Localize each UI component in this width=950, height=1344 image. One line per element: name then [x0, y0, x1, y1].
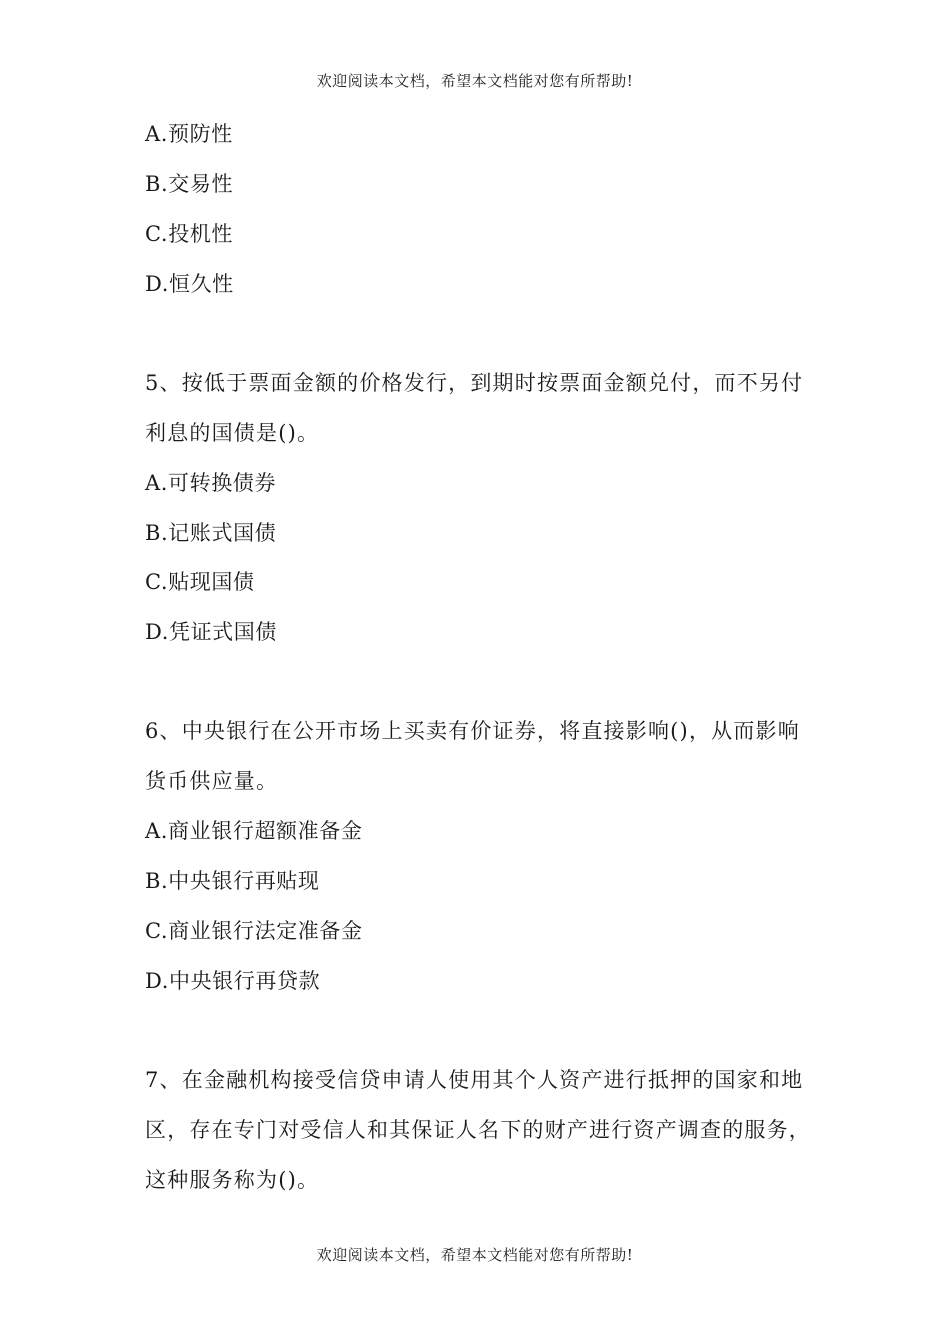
- q5-option-b: B.记账式国债: [145, 521, 277, 545]
- q6-stem-line-2: 货币供应量。: [145, 769, 279, 793]
- q6-option-a: A.商业银行超额准备金: [145, 819, 363, 843]
- q7-stem-line-1: 7、在金融机构接受信贷申请人使用其个人资产进行抵押的国家和地: [145, 1068, 804, 1092]
- q7-stem-line-2: 区，存在专门对受信人和其保证人名下的财产进行资产调查的服务，: [145, 1118, 811, 1142]
- q5-option-c: C.贴现国债: [145, 570, 255, 594]
- q5-stem-line-2: 利息的国债是()。: [145, 421, 320, 445]
- q6-stem-line-1: 6、中央银行在公开市场上买卖有价证券，将直接影响()，从而影响: [145, 719, 800, 743]
- q4-option-b: B.交易性: [145, 172, 234, 196]
- q5-stem-line-1: 5、按低于票面金额的价格发行，到期时按票面金额兑付，而不另付: [145, 371, 804, 395]
- q6-option-d: D.中央银行再贷款: [145, 969, 321, 993]
- q5-option-a: A.可转换债券: [145, 471, 277, 495]
- q6-option-b: B.中央银行再贴现: [145, 869, 320, 893]
- page-header: 欢迎阅读本文档，希望本文档能对您有所帮助!: [316, 72, 634, 90]
- q4-option-c: C.投机性: [145, 222, 233, 246]
- q4-option-d: D.恒久性: [145, 272, 234, 296]
- q6-option-c: C.商业银行法定准备金: [145, 919, 363, 943]
- q7-stem-line-3: 这种服务称为()。: [145, 1168, 320, 1192]
- q4-option-a: A.预防性: [145, 122, 233, 146]
- q5-option-d: D.凭证式国债: [145, 620, 277, 644]
- page-footer: 欢迎阅读本文档，希望本文档能对您有所帮助!: [316, 1246, 634, 1264]
